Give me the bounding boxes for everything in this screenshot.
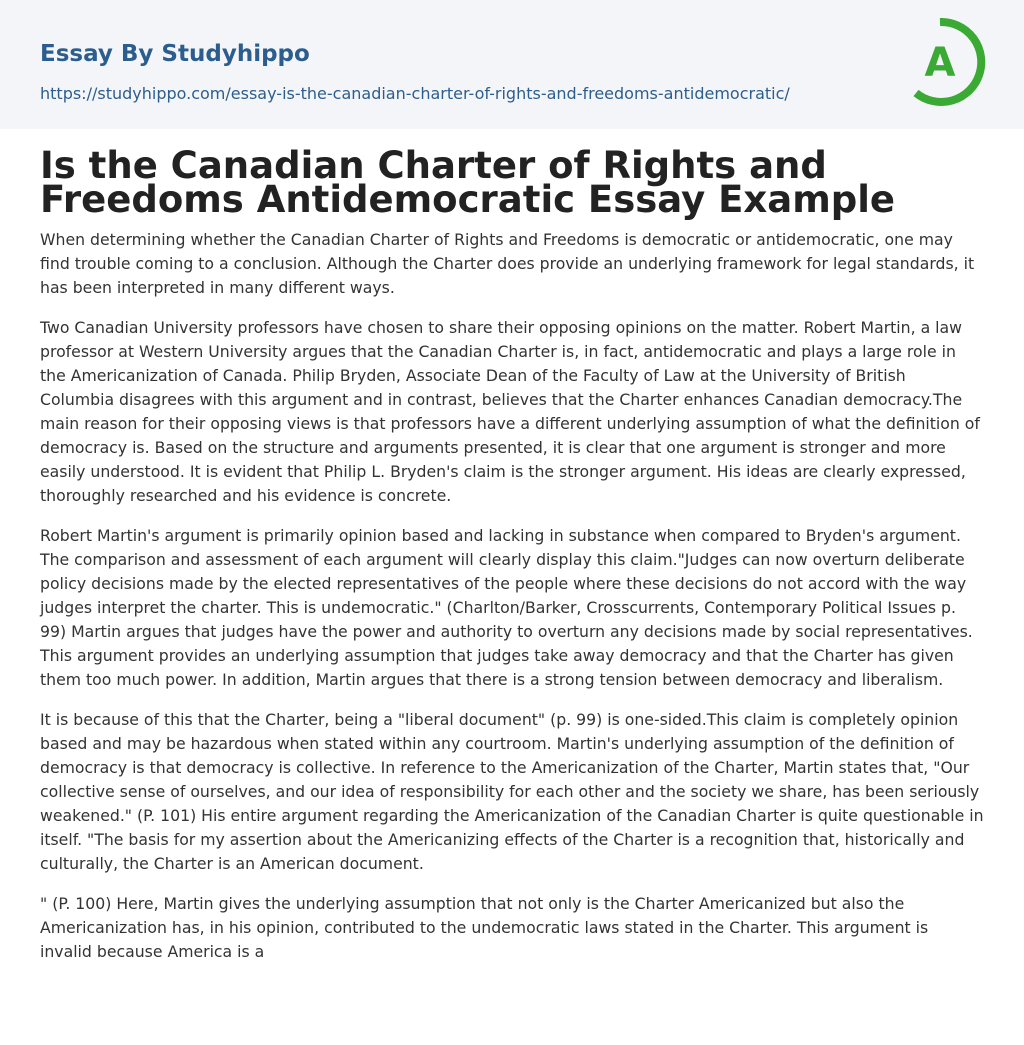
site-brand-title[interactable]: Essay By Studyhippo: [40, 41, 310, 67]
essay-paragraph: Two Canadian University professors have chosen to share their opposing opinions on the matter. Robert Martin, a law professor at Western University argues that the Canadian Charter is, in fact, antidemocratic and plays a large role in the Americanization of Canada. Philip Bryden, Associate Dean of the Faculty of Law at the University of British Columbia disagrees with this argument and in contrast, believes that the Charter enhances Canadian democracy.The main reason for their opposing views is that professors have a different underlying assumption of what the definition of democracy is. Based on the structure and arguments presented, it is clear that one argument is stronger and more easily understood. It is evident that Philip L. Bryden's claim is the stronger argument. His ideas are clearly expressed, thoroughly researched and his evidence is concrete.: [40, 318, 980, 505]
essay-paragraph: " (P. 100) Here, Martin gives the underlying assumption that not only is the Charter Americanized but also the Americanization has, in his opinion, contributed to the undemocratic laws stated in the Charter. This argument is invalid because America is a: [40, 894, 929, 961]
essay-paragraph: When determining whether the Canadian Charter of Rights and Freedoms is democratic or antidemocratic, one may find trouble coming to a conclusion. Although the Charter does provide an underlying framework for legal standards, it has been interpreted in many different ways.: [40, 230, 975, 297]
essay-paragraph: It is because of this that the Charter, being a "liberal document" (p. 99) is one-sided.This claim is completely opinion based and may be hazardous when stated within any courtroom. Martin's underlying assumption of the definition of democracy is that democracy is collective. In reference to the Americanization of the Charter, Martin states that, "Our collective sense of ourselves, and our idea of responsibility for each other and the society we share, has been seriously weakened." (P. 101) His entire argument regarding the Americanization of the Canadian Charter is quite questionable in itself. "The basis for my assertion about the Americanizing effects of the Charter is a recognition that, historically and culturally, the Charter is an American document.: [40, 710, 984, 873]
essay-paragraph: Robert Martin's argument is primarily opinion based and lacking in substance when compared to Bryden's argument. The comparison and assessment of each argument will clearly display this claim."Judges can now overturn deliberate policy decisions made by the elected representatives of the people where these decisions do not accord with the way judges interpret the charter. This is undemocratic." (Charlton/Barker, Crosscurrents, Contemporary Political Issues p. 99) Martin argues that judges have the power and authority to overturn any decisions made by social representatives. This argument provides an underlying assumption that judges take away democracy and that the Charter has given them too much power. In addition, Martin argues that there is a strong tension between democracy and liberalism.: [40, 526, 973, 689]
source-url-link[interactable]: https://studyhippo.com/essay-is-the-canadian-charter-of-rights-and-freedoms-antidemocratic/: [40, 84, 790, 103]
essay-body: [40, 228, 984, 980]
logo-letter: A: [924, 40, 956, 86]
essay-title: Is the Canadian Charter of Rights and Freedoms Antidemocratic Essay Example: [40, 144, 896, 221]
